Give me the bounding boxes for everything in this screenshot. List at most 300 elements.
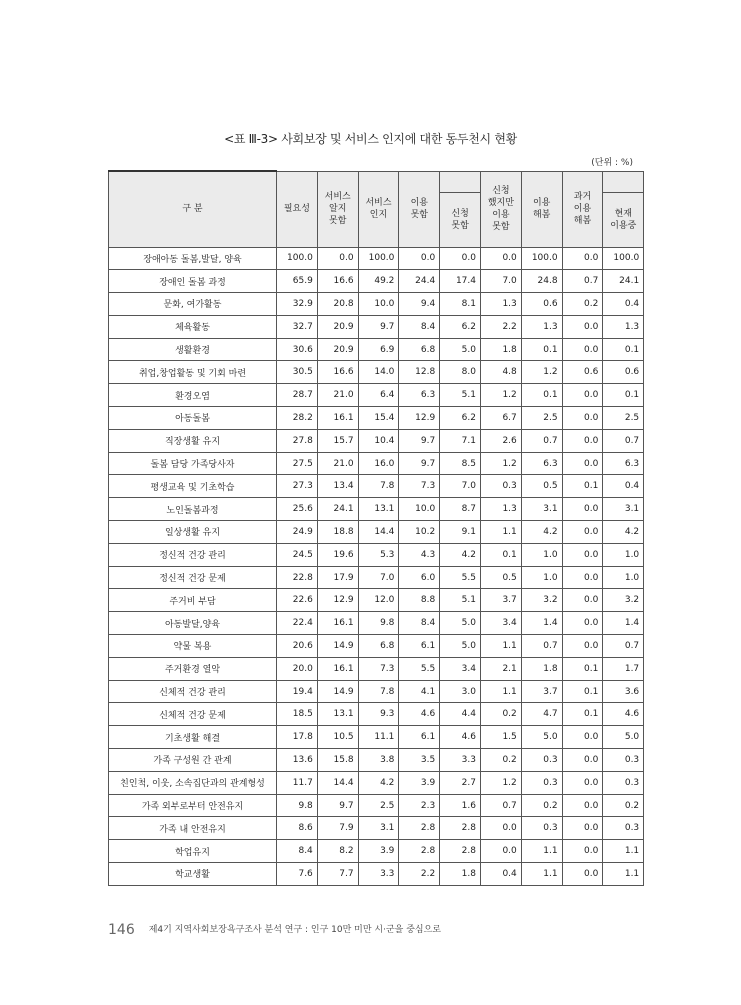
cell-value: 0.1	[603, 384, 644, 407]
cell-value: 2.2	[399, 863, 440, 886]
table-row	[109, 840, 644, 863]
cell-value: 1.0	[603, 543, 644, 566]
cell-value: 0.7	[603, 429, 644, 452]
cell-value: 1.6	[440, 794, 481, 817]
cell-value: 1.0	[521, 566, 562, 589]
header-need: 필요성	[277, 171, 318, 247]
cell-value: 65.9	[277, 270, 318, 293]
cell-value: 19.4	[277, 680, 318, 703]
cell-value: 3.4	[440, 657, 481, 680]
cell-value: 3.3	[358, 863, 399, 886]
cell-value: 16.1	[317, 612, 358, 635]
cell-value: 1.1	[603, 840, 644, 863]
cell-value: 24.9	[277, 521, 318, 544]
cell-value: 3.6	[603, 680, 644, 703]
cell-value: 0.1	[562, 475, 603, 498]
cell-value: 17.8	[277, 726, 318, 749]
table-row	[109, 338, 644, 361]
cell-value: 0.0	[562, 247, 603, 270]
table-row	[109, 703, 644, 726]
table-row	[109, 657, 644, 680]
header-no-apply: 신청 못함	[440, 192, 481, 247]
cell-value: 0.2	[562, 293, 603, 316]
cell-value: 14.0	[358, 361, 399, 384]
row-label: 일상생활 유지	[109, 521, 277, 544]
cell-value: 12.9	[317, 589, 358, 612]
cell-value: 6.3	[399, 384, 440, 407]
cell-value: 100.0	[358, 247, 399, 270]
cell-value: 4.8	[480, 361, 521, 384]
cell-value: 0.3	[521, 771, 562, 794]
cell-value: 2.1	[480, 657, 521, 680]
cell-value: 7.0	[358, 566, 399, 589]
cell-value: 0.7	[480, 794, 521, 817]
cell-value: 5.5	[399, 657, 440, 680]
cell-value: 18.5	[277, 703, 318, 726]
cell-value: 15.8	[317, 749, 358, 772]
cell-value: 8.8	[399, 589, 440, 612]
table-row	[109, 475, 644, 498]
cell-value: 0.0	[562, 794, 603, 817]
cell-value: 1.1	[521, 863, 562, 886]
cell-value: 0.1	[562, 703, 603, 726]
cell-value: 9.7	[358, 315, 399, 338]
table-row	[109, 749, 644, 772]
row-label: 학교생활	[109, 863, 277, 886]
cell-value: 1.1	[480, 635, 521, 658]
cell-value: 27.3	[277, 475, 318, 498]
table-row	[109, 589, 644, 612]
cell-value: 7.0	[440, 475, 481, 498]
cell-value: 0.0	[562, 863, 603, 886]
header-applied-no-use: 신청 했지만 이용 못함	[480, 171, 521, 247]
page-footer	[108, 922, 441, 938]
cell-value: 10.4	[358, 429, 399, 452]
cell-value: 0.1	[562, 680, 603, 703]
cell-value: 0.0	[440, 247, 481, 270]
cell-value: 5.0	[440, 612, 481, 635]
row-label: 주거환경 열악	[109, 657, 277, 680]
cell-value: 13.1	[358, 498, 399, 521]
cell-value: 8.7	[440, 498, 481, 521]
cell-value: 16.0	[358, 452, 399, 475]
cell-value: 1.4	[603, 612, 644, 635]
cell-value: 1.4	[521, 612, 562, 635]
running-title: 제4기 지역사회보장욕구조사 분석 연구 : 인구 10만 미만 시·군을 중심으로	[148, 925, 441, 935]
cell-value: 0.0	[480, 840, 521, 863]
header-current-use: 현재 이용중	[603, 192, 644, 247]
cell-value: 15.7	[317, 429, 358, 452]
cell-value: 20.9	[317, 338, 358, 361]
cell-value: 5.1	[440, 384, 481, 407]
table-row	[109, 817, 644, 840]
row-label: 돌봄 담당 가족당사자	[109, 452, 277, 475]
cell-value: 16.6	[317, 270, 358, 293]
cell-value: 0.0	[562, 384, 603, 407]
cell-value: 27.5	[277, 452, 318, 475]
cell-value: 0.5	[480, 566, 521, 589]
cell-value: 2.7	[440, 771, 481, 794]
cell-value: 3.0	[440, 680, 481, 703]
cell-value: 3.1	[521, 498, 562, 521]
cell-value: 10.2	[399, 521, 440, 544]
header-used: 이용 해봄	[521, 171, 562, 247]
table-row	[109, 566, 644, 589]
cell-value: 7.6	[277, 863, 318, 886]
cell-value: 5.0	[440, 635, 481, 658]
unit-label: (단위 : %)	[591, 158, 633, 168]
cell-value: 3.3	[440, 749, 481, 772]
row-label: 직장생활 유지	[109, 429, 277, 452]
cell-value: 27.8	[277, 429, 318, 452]
cell-value: 0.0	[562, 817, 603, 840]
cell-value: 0.0	[480, 247, 521, 270]
cell-value: 0.3	[603, 771, 644, 794]
table-row	[109, 384, 644, 407]
cell-value: 1.0	[603, 566, 644, 589]
cell-value: 6.2	[440, 315, 481, 338]
cell-value: 4.7	[521, 703, 562, 726]
cell-value: 0.7	[562, 270, 603, 293]
cell-value: 11.7	[277, 771, 318, 794]
cell-value: 30.5	[277, 361, 318, 384]
page-number: 146	[108, 922, 135, 938]
row-label: 장애인 돌봄 과정	[109, 270, 277, 293]
cell-value: 1.8	[521, 657, 562, 680]
cell-value: 16.1	[317, 407, 358, 430]
cell-value: 1.8	[440, 863, 481, 886]
row-label: 주거비 부담	[109, 589, 277, 612]
cell-value: 8.2	[317, 840, 358, 863]
table-row	[109, 794, 644, 817]
row-label: 신체적 건강 문제	[109, 703, 277, 726]
cell-value: 3.7	[521, 680, 562, 703]
cell-value: 0.0	[562, 315, 603, 338]
cell-value: 9.4	[399, 293, 440, 316]
cell-value: 0.0	[562, 589, 603, 612]
cell-value: 14.9	[317, 635, 358, 658]
cell-value: 8.6	[277, 817, 318, 840]
cell-value: 8.4	[399, 612, 440, 635]
cell-value: 0.0	[562, 521, 603, 544]
table-row	[109, 680, 644, 703]
cell-value: 2.5	[603, 407, 644, 430]
cell-value: 0.3	[603, 749, 644, 772]
cell-value: 5.3	[358, 543, 399, 566]
cell-value: 0.7	[521, 429, 562, 452]
cell-value: 8.1	[440, 293, 481, 316]
cell-value: 6.8	[358, 635, 399, 658]
cell-value: 100.0	[521, 247, 562, 270]
cell-value: 22.8	[277, 566, 318, 589]
table-row	[109, 407, 644, 430]
row-label: 생활환경	[109, 338, 277, 361]
cell-value: 28.2	[277, 407, 318, 430]
header-know-not-service: 서비스 알지 못함	[317, 171, 358, 247]
cell-value: 17.4	[440, 270, 481, 293]
cell-value: 1.1	[480, 521, 521, 544]
cell-value: 9.8	[358, 612, 399, 635]
cell-value: 0.0	[562, 407, 603, 430]
cell-value: 20.6	[277, 635, 318, 658]
header-category: 구 분	[109, 171, 277, 247]
cell-value: 1.2	[521, 361, 562, 384]
cell-value: 4.1	[399, 680, 440, 703]
cell-value: 0.1	[562, 657, 603, 680]
cell-value: 0.1	[521, 384, 562, 407]
cell-value: 19.6	[317, 543, 358, 566]
cell-value: 7.7	[317, 863, 358, 886]
cell-value: 8.0	[440, 361, 481, 384]
cell-value: 3.7	[480, 589, 521, 612]
cell-value: 24.5	[277, 543, 318, 566]
cell-value: 100.0	[277, 247, 318, 270]
cell-value: 0.0	[480, 817, 521, 840]
cell-value: 1.3	[480, 293, 521, 316]
cell-value: 24.1	[317, 498, 358, 521]
cell-value: 5.0	[440, 338, 481, 361]
cell-value: 3.9	[399, 771, 440, 794]
cell-value: 5.0	[603, 726, 644, 749]
cell-value: 1.3	[521, 315, 562, 338]
cell-value: 1.0	[521, 543, 562, 566]
cell-value: 18.8	[317, 521, 358, 544]
cell-value: 1.2	[480, 452, 521, 475]
cell-value: 0.1	[521, 338, 562, 361]
row-label: 문화, 여가활동	[109, 293, 277, 316]
row-label: 평생교육 및 기초학습	[109, 475, 277, 498]
cell-value: 16.1	[317, 657, 358, 680]
cell-value: 6.4	[358, 384, 399, 407]
cell-value: 22.6	[277, 589, 318, 612]
cell-value: 4.3	[399, 543, 440, 566]
cell-value: 3.8	[358, 749, 399, 772]
cell-value: 20.8	[317, 293, 358, 316]
table-row	[109, 771, 644, 794]
cell-value: 3.1	[358, 817, 399, 840]
cell-value: 4.2	[358, 771, 399, 794]
row-label: 체육활동	[109, 315, 277, 338]
cell-value: 14.9	[317, 680, 358, 703]
header-blank-1	[440, 171, 481, 192]
cell-value: 9.1	[440, 521, 481, 544]
cell-value: 0.3	[521, 817, 562, 840]
cell-value: 6.9	[358, 338, 399, 361]
table-row	[109, 247, 644, 270]
table-body	[109, 247, 644, 885]
cell-value: 0.0	[562, 338, 603, 361]
cell-value: 0.1	[603, 338, 644, 361]
table-row	[109, 726, 644, 749]
cell-value: 12.0	[358, 589, 399, 612]
cell-value: 0.4	[603, 293, 644, 316]
cell-value: 15.4	[358, 407, 399, 430]
cell-value: 3.4	[480, 612, 521, 635]
cell-value: 4.6	[440, 726, 481, 749]
cell-value: 9.7	[399, 429, 440, 452]
cell-value: 0.2	[521, 794, 562, 817]
cell-value: 0.0	[562, 726, 603, 749]
cell-value: 6.8	[399, 338, 440, 361]
cell-value: 6.3	[521, 452, 562, 475]
cell-value: 6.2	[440, 407, 481, 430]
cell-value: 12.8	[399, 361, 440, 384]
header-blank-2	[603, 171, 644, 192]
row-label: 노인돌봄과정	[109, 498, 277, 521]
cell-value: 0.0	[562, 840, 603, 863]
cell-value: 1.2	[480, 384, 521, 407]
cell-value: 16.6	[317, 361, 358, 384]
row-label: 가족 내 안전유지	[109, 817, 277, 840]
cell-value: 0.2	[603, 794, 644, 817]
cell-value: 2.8	[440, 817, 481, 840]
cell-value: 22.4	[277, 612, 318, 635]
header-cannot-use: 이용 못함	[399, 171, 440, 247]
cell-value: 0.0	[562, 771, 603, 794]
row-label: 아동발달,양육	[109, 612, 277, 635]
row-label: 취업,창업활동 및 기회 마련	[109, 361, 277, 384]
cell-value: 1.7	[603, 657, 644, 680]
cell-value: 0.5	[521, 475, 562, 498]
row-label: 약물 복용	[109, 635, 277, 658]
cell-value: 7.9	[317, 817, 358, 840]
cell-value: 5.1	[440, 589, 481, 612]
cell-value: 100.0	[603, 247, 644, 270]
cell-value: 3.1	[603, 498, 644, 521]
cell-value: 0.6	[521, 293, 562, 316]
row-label: 가족 외부로부터 안전유지	[109, 794, 277, 817]
cell-value: 10.0	[358, 293, 399, 316]
cell-value: 4.6	[399, 703, 440, 726]
cell-value: 0.6	[603, 361, 644, 384]
cell-value: 9.7	[399, 452, 440, 475]
cell-value: 11.1	[358, 726, 399, 749]
cell-value: 0.0	[399, 247, 440, 270]
cell-value: 2.6	[480, 429, 521, 452]
cell-value: 4.2	[440, 543, 481, 566]
header-past-used: 과거 이용 해봄	[562, 171, 603, 247]
row-label: 장애아동 돌봄,발달, 양육	[109, 247, 277, 270]
cell-value: 2.5	[521, 407, 562, 430]
cell-value: 2.8	[440, 840, 481, 863]
cell-value: 13.6	[277, 749, 318, 772]
cell-value: 0.0	[562, 635, 603, 658]
cell-value: 24.1	[603, 270, 644, 293]
cell-value: 4.6	[603, 703, 644, 726]
cell-value: 0.0	[317, 247, 358, 270]
cell-value: 0.7	[521, 635, 562, 658]
table-title: <표 Ⅲ-3> 사회보장 및 서비스 인지에 대한 동두천시 현황	[224, 132, 517, 146]
cell-value: 0.1	[480, 543, 521, 566]
cell-value: 21.0	[317, 384, 358, 407]
table-row	[109, 612, 644, 635]
row-label: 기초생활 해결	[109, 726, 277, 749]
cell-value: 5.0	[521, 726, 562, 749]
cell-value: 9.3	[358, 703, 399, 726]
cell-value: 4.2	[521, 521, 562, 544]
table-row	[109, 635, 644, 658]
table-row	[109, 293, 644, 316]
cell-value: 7.3	[358, 657, 399, 680]
cell-value: 0.0	[562, 452, 603, 475]
cell-value: 9.8	[277, 794, 318, 817]
cell-value: 0.7	[603, 635, 644, 658]
cell-value: 32.9	[277, 293, 318, 316]
cell-value: 8.5	[440, 452, 481, 475]
cell-value: 32.7	[277, 315, 318, 338]
row-label: 친인척, 이웃, 소속집단과의 관계형성	[109, 771, 277, 794]
cell-value: 8.4	[277, 840, 318, 863]
cell-value: 9.7	[317, 794, 358, 817]
cell-value: 17.9	[317, 566, 358, 589]
cell-value: 0.4	[603, 475, 644, 498]
cell-value: 8.4	[399, 315, 440, 338]
cell-value: 6.1	[399, 726, 440, 749]
cell-value: 0.0	[562, 429, 603, 452]
cell-value: 14.4	[317, 771, 358, 794]
cell-value: 0.6	[562, 361, 603, 384]
cell-value: 1.2	[480, 771, 521, 794]
cell-value: 13.1	[317, 703, 358, 726]
cell-value: 0.0	[562, 749, 603, 772]
cell-value: 21.0	[317, 452, 358, 475]
table-row	[109, 498, 644, 521]
cell-value: 0.0	[562, 498, 603, 521]
cell-value: 24.4	[399, 270, 440, 293]
cell-value: 1.1	[603, 863, 644, 886]
cell-value: 28.7	[277, 384, 318, 407]
row-label: 정신적 건강 문제	[109, 566, 277, 589]
cell-value: 24.8	[521, 270, 562, 293]
table-row	[109, 315, 644, 338]
row-label: 학업유지	[109, 840, 277, 863]
header-service-aware: 서비스 인지	[358, 171, 399, 247]
cell-value: 2.8	[399, 817, 440, 840]
cell-value: 7.3	[399, 475, 440, 498]
cell-value: 30.6	[277, 338, 318, 361]
cell-value: 25.6	[277, 498, 318, 521]
cell-value: 20.0	[277, 657, 318, 680]
table-row	[109, 270, 644, 293]
cell-value: 6.3	[603, 452, 644, 475]
cell-value: 13.4	[317, 475, 358, 498]
row-label: 아동돌봄	[109, 407, 277, 430]
cell-value: 3.2	[521, 589, 562, 612]
cell-value: 0.0	[562, 543, 603, 566]
cell-value: 1.3	[603, 315, 644, 338]
cell-value: 0.3	[480, 475, 521, 498]
cell-value: 6.1	[399, 635, 440, 658]
cell-value: 6.7	[480, 407, 521, 430]
cell-value: 20.9	[317, 315, 358, 338]
cell-value: 1.3	[480, 498, 521, 521]
data-table	[108, 170, 644, 886]
cell-value: 3.5	[399, 749, 440, 772]
cell-value: 2.2	[480, 315, 521, 338]
cell-value: 0.0	[562, 566, 603, 589]
table-row	[109, 863, 644, 886]
cell-value: 0.4	[480, 863, 521, 886]
table-row	[109, 429, 644, 452]
cell-value: 7.8	[358, 475, 399, 498]
cell-value: 4.2	[603, 521, 644, 544]
cell-value: 1.1	[480, 680, 521, 703]
row-label: 가족 구성원 간 관계	[109, 749, 277, 772]
cell-value: 12.9	[399, 407, 440, 430]
cell-value: 5.5	[440, 566, 481, 589]
table-row	[109, 452, 644, 475]
cell-value: 2.8	[399, 840, 440, 863]
